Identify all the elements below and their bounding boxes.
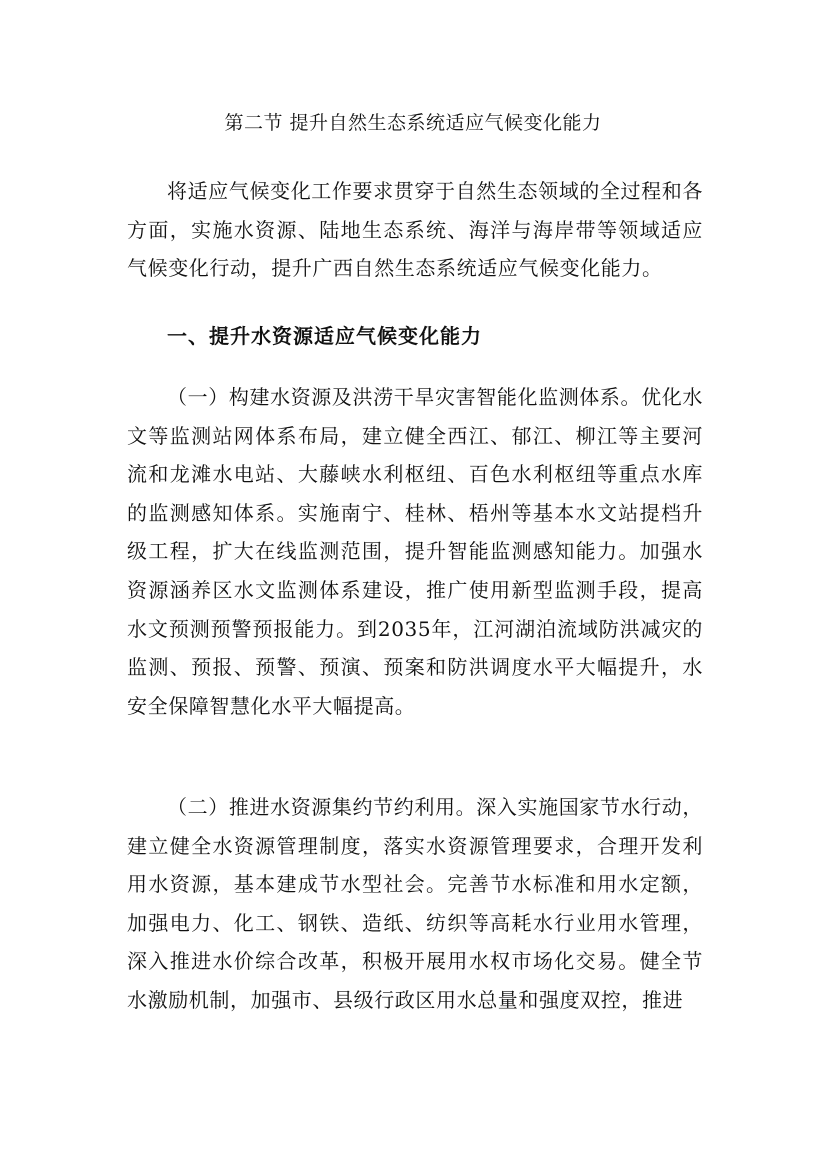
paragraph-monitoring-system: （一）构建水资源及洪涝干旱灾害智能化监测体系。优化水文等监测站网体系布局，建立健全西江、郁江、柳江等主要河流和龙滩水电站、大藤峡水利枢纽、百色水利枢纽等重点水库的监测感知体系。实施南宁、桂林、梧州等基本水文站提档升级工程，扩大在线监测范围，提升智能监测感知能力。加强水资源涵养区水文监测体系建设，推广使用新型监测手段，提高水文预测预警预报能力。到2035年，江河湖泊流域防洪减灾的监测、预报、预警、预演、预案和防洪调度水平大幅提升，水安全保障智慧化水平大幅提高。 — [127, 385, 703, 718]
intro-paragraph: 将适应气候变化工作要求贯穿于自然生态领域的全过程和各方面，实施水资源、陆地生态系统、海洋与海岸带等领域适应气候变化行动，提升广西自然生态系统适应气候变化能力。 — [127, 179, 703, 281]
heading-water-resources: 一、提升水资源适应气候变化能力 — [167, 324, 482, 348]
paragraph-water-saving: （二）推进水资源集约节约利用。深入实施国家节水行动，建立健全水资源管理制度，落实水资源管理要求，合理开发利用水资源，基本建成节水型社会。完善节水标准和用水定额，加强电力、化工、钢铁、造纸、纺织等高耗水行业用水管理，深入推进水价综合改革，积极开展用水权市场化交易。健全节水激励机制，加强市、县级行政区用水总量和强度双控，推进 — [127, 795, 703, 1012]
section-title: 第二节 提升自然生态系统适应气候变化能力 — [224, 112, 602, 134]
